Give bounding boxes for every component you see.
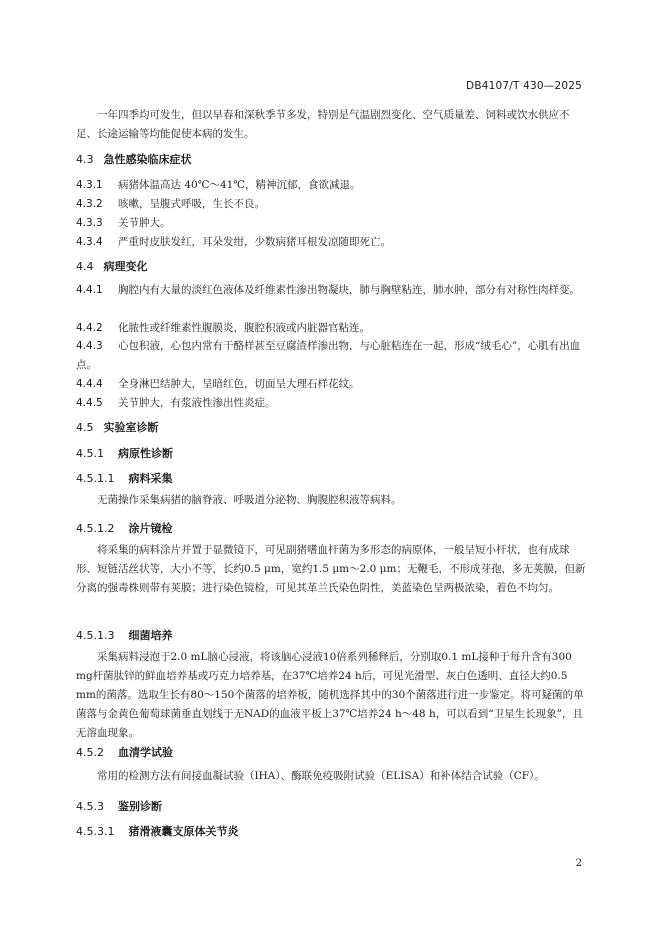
paragraph: 常用的检测方法有间接血凝试验（IHA）、酶联免疫吸附试验（ELISA）和补体结合试验（CF）。 <box>97 770 545 782</box>
item-number: 4.3.1 <box>76 179 103 191</box>
paragraph: 无菌操作采集病猪的脑脊液、呼吸道分泌物、胸腹腔积液等病料。 <box>97 494 402 506</box>
paragraph: 采集病料浸泡于2.0 mL脑心浸液，将该脑心浸液10倍系列稀释后，分别取0.1 mL接种于每升含有300 mg杆菌肽锌的鲜血培养基或巧克力培养基，在37℃培养24 h后，可见光滑型、灰白色透明、直径大约0.5 mm的菌落。选取生长有80～150个菌落的培养板，随机选择其中的30个菌落进行进一步鉴定。将可疑菌的单菌落与金黄色葡萄球菌垂直划线于无NAD的血液平板上37℃培养24 h～48 h，可以看到“卫星生长现象”，且无溶血现象。 <box>76 651 584 739</box>
item-number: 4.4.4 <box>76 378 103 390</box>
list-item <box>76 375 586 394</box>
item-text: 严重时皮肤发红，耳朵发绀，少数病猪耳根发凉随即死亡。 <box>118 236 391 248</box>
section-heading-4-5-3 <box>76 797 162 816</box>
section-title: 涂片镜检 <box>128 522 173 535</box>
section-title: 细菌培养 <box>128 629 173 642</box>
list-item <box>76 281 586 300</box>
list-item <box>76 233 586 252</box>
item-number: 4.4.2 <box>76 322 103 334</box>
section-number: 4.5.1 <box>76 447 104 460</box>
item-number: 4.3.4 <box>76 236 103 248</box>
section-heading-4-3 <box>76 150 192 169</box>
list-item <box>76 319 586 338</box>
section-title: 病料采集 <box>128 472 173 485</box>
section-heading-4-5 <box>76 418 159 437</box>
section-heading-4-5-1-1 <box>76 469 172 488</box>
section-number: 4.4 <box>76 260 94 273</box>
section-number: 4.5.3 <box>76 800 104 813</box>
item-text: 化脓性或纤维素性腹膜炎，腹腔积液或内脏器官粘连。 <box>118 322 370 334</box>
section-heading-4-5-2 <box>76 743 173 762</box>
document-code: DB4107/T 430—2025 <box>466 80 582 92</box>
section-heading-4-5-1 <box>76 444 173 463</box>
paragraph: 将采集的病料涂片并置于显微镜下，可见副猪嗜血杆菌为多形态的病原体，一般呈短小杆状，也有成球形、短链活丝状等，大小不等，长约0.5 μm，宽约1.5 μm～2.0 μm；无鞭毛，不形成芽孢，多无荚膜，但新分离的强毒株则带有荚膜；进行染色镜检，可见其革兰氏染色阴性，美蓝染色呈两极浓染，着色不均匀。 <box>76 544 586 594</box>
item-text: 关节肿大。 <box>118 217 171 229</box>
section-title: 病理变化 <box>103 260 148 273</box>
section-title: 急性感染临床症状 <box>103 153 192 166</box>
section-number: 4.5.1.2 <box>76 522 115 535</box>
section-heading-4-5-1-3 <box>76 626 172 645</box>
item-number: 4.3.3 <box>76 217 103 229</box>
section-title: 血清学试验 <box>118 746 173 759</box>
section-title: 病原性诊断 <box>118 447 173 460</box>
list-item <box>76 176 586 195</box>
section-number: 4.3 <box>76 153 94 166</box>
item-text: 心包积液，心包内常有干酪样甚至豆腐渣样渗出物，与心脏粘连在一起，形成“绒毛心”，心肌有出血点。 <box>76 340 581 371</box>
item-number: 4.3.2 <box>76 198 103 210</box>
section-heading-4-4 <box>76 257 148 276</box>
list-item <box>76 394 586 413</box>
item-text: 关节肿大，有浆液性渗出性炎症。 <box>118 397 276 409</box>
item-text: 咳嗽，呈腹式呼吸，生长不良。 <box>118 198 265 210</box>
item-text: 病猪体温高达 40℃～41℃，精神沉郁，食欲减退。 <box>118 179 361 191</box>
list-item <box>76 337 586 375</box>
list-item <box>76 214 586 233</box>
list-item <box>76 195 586 214</box>
intro-paragraph: 一年四季均可发生，但以早春和深秋季节多发，特别是气温剧烈变化、空气质量差、饲料或饮水供应不足、长途运输等均能促使本病的发生。 <box>76 109 570 140</box>
item-number: 4.4.5 <box>76 397 103 409</box>
section-number: 4.5.2 <box>76 746 104 759</box>
item-text: 全身淋巴结肿大，呈暗红色，切面呈大理石样花纹。 <box>118 378 360 390</box>
item-number: 4.4.3 <box>76 340 103 352</box>
section-heading-4-5-3-1 <box>76 822 238 841</box>
section-title: 实验室诊断 <box>103 421 159 434</box>
section-number: 4.5.1.1 <box>76 472 115 485</box>
section-heading-4-5-1-2 <box>76 519 172 538</box>
section-number: 4.5.3.1 <box>76 825 115 838</box>
item-number: 4.4.1 <box>76 284 103 296</box>
section-title: 猪滑液囊支原体关节炎 <box>128 825 239 838</box>
page-number: 2 <box>575 858 582 869</box>
item-text: 胸腔内有大量的淡红色液体及纤维素性渗出物凝块，肺与胸壁粘连，肺水肿，部分有对称性肉样变。 <box>118 284 580 296</box>
section-title: 鉴别诊断 <box>118 800 162 813</box>
section-number: 4.5.1.3 <box>76 629 115 642</box>
section-number: 4.5 <box>76 421 94 434</box>
